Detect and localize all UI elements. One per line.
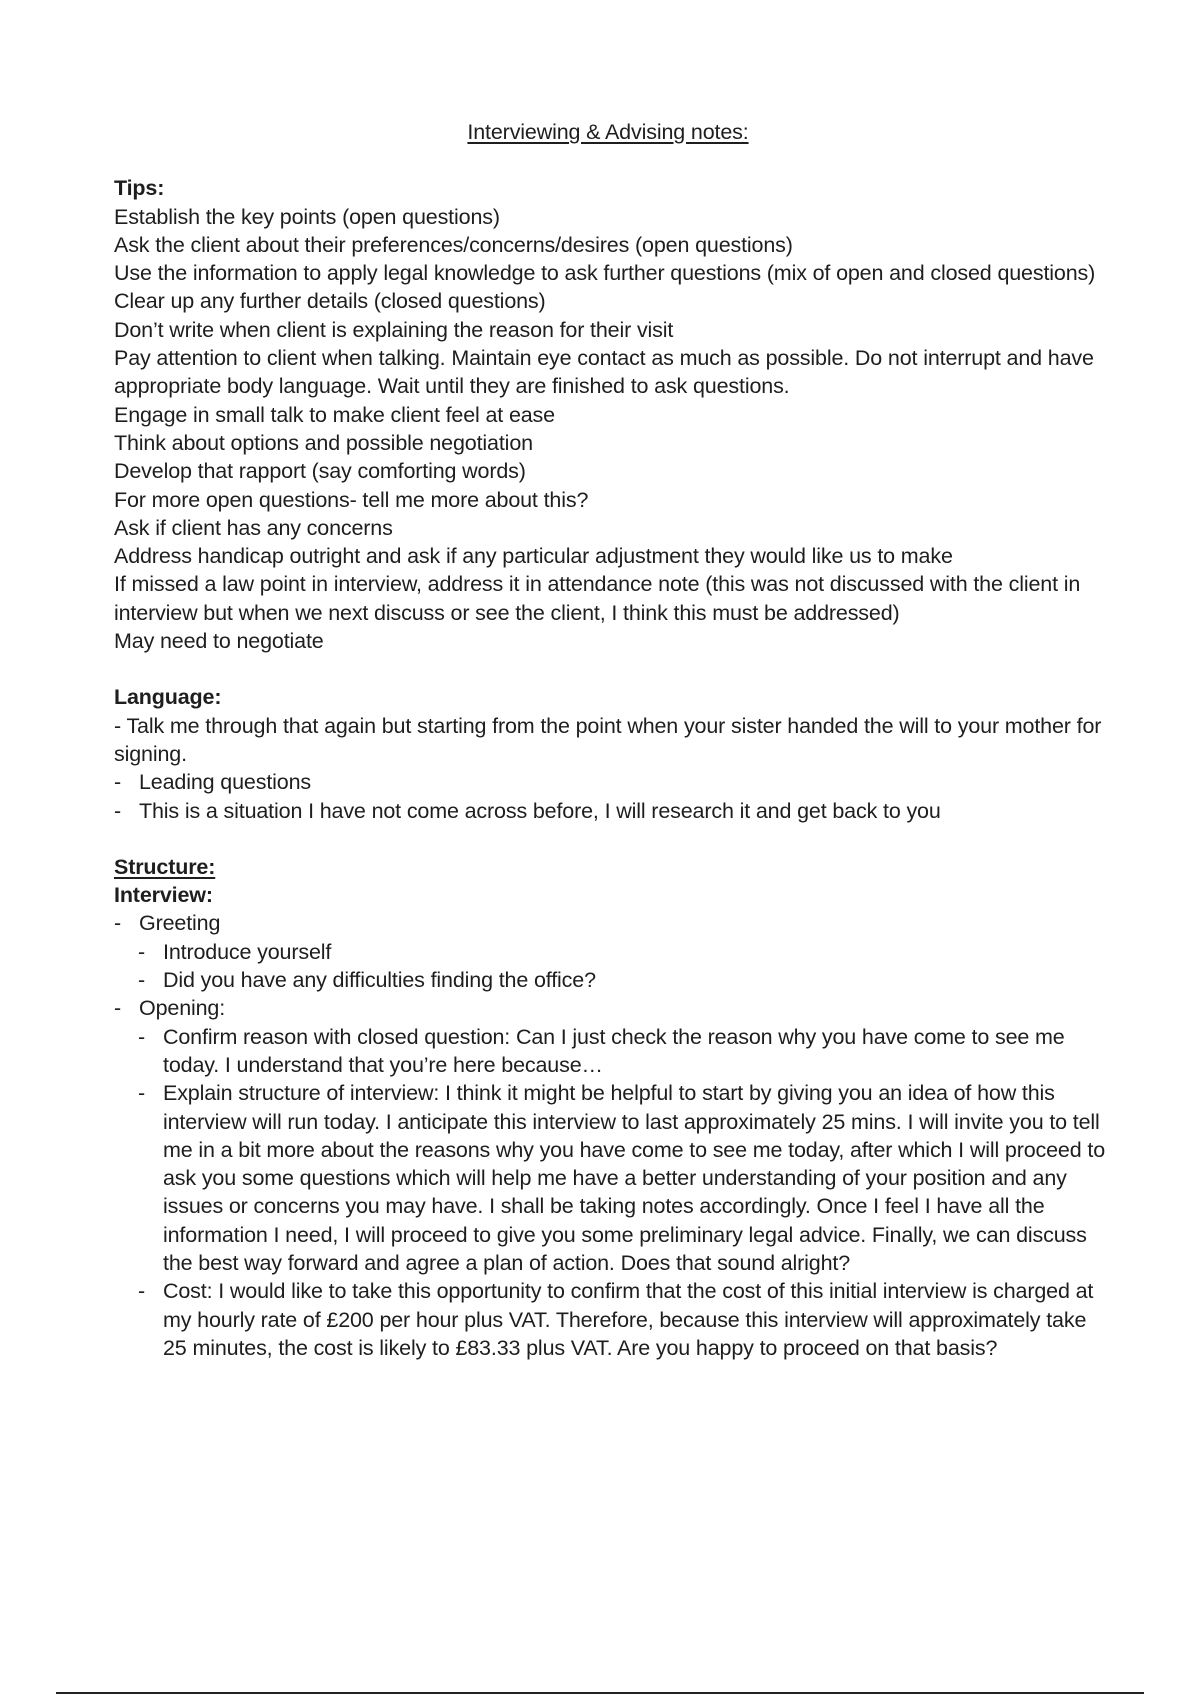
tip-line: For more open questions- tell me more about this? <box>114 487 589 512</box>
greeting-item <box>114 909 1114 937</box>
document-page <box>114 118 1114 1390</box>
opening-subitem: - Confirm reason with closed question: Can I just check the reason why you have come to see me today. I understand that you’re here because… <box>114 1023 1114 1080</box>
tip-line: Don’t write when client is explaining the reason for their visit <box>114 317 674 342</box>
structure-heading: Structure: <box>114 854 216 879</box>
tip-line: Address handicap outright and ask if any particular adjustment they would like us to make <box>114 544 953 569</box>
tip-line: May need to negotiate <box>114 629 324 654</box>
greeting-sublist <box>114 938 1114 995</box>
language-section <box>114 683 1114 824</box>
greeting-subitem: - Did you have any difficulties finding the office? <box>114 966 1114 994</box>
language-list <box>114 768 1114 825</box>
tip-line: Engage in small talk to make client feel at ease <box>114 402 555 427</box>
language-item: - This is a situation I have not come across before, I will research it and get back to you <box>114 797 1114 825</box>
opening-subitem: - Cost: I would like to take this opportunity to confirm that the cost of this initial interview is charged at my hourly rate of £200 per hour plus VAT. Therefore, because this interview will approximately take 25 minutes, the cost is likely to £83.33 plus VAT. Are you happy to proceed on that basis? <box>114 1277 1114 1362</box>
opening-label: Opening: <box>139 996 226 1021</box>
interview-list <box>114 909 1114 937</box>
language-heading: Language: <box>114 685 222 710</box>
greeting-subitem: - Introduce yourself <box>114 938 1114 966</box>
tip-line: Ask the client about their preferences/concerns/desires (open questions) <box>114 232 793 257</box>
document-title: Interviewing & Advising notes: <box>467 120 749 144</box>
language-item: - Leading questions <box>114 768 1114 796</box>
footer-rule <box>56 1692 1144 1694</box>
tip-line: Establish the key points (open questions) <box>114 204 500 229</box>
tip-line: Develop that rapport (say comforting words) <box>114 459 526 484</box>
tip-line: Ask if client has any concerns <box>114 515 393 540</box>
tip-line: Use the information to apply legal knowledge to ask further questions (mix of open and closed questions) <box>114 261 1096 286</box>
structure-section <box>114 853 1114 1362</box>
tip-line: Think about options and possible negotiation <box>114 430 533 455</box>
interview-list-opening <box>114 994 1114 1022</box>
language-line: - Talk me through that again but starting from the point when your sister handed the will to your mother for signing. <box>114 713 1102 766</box>
tips-heading: Tips: <box>114 176 165 201</box>
opening-item <box>114 994 1114 1022</box>
opening-sublist <box>114 1023 1114 1363</box>
tip-line: Pay attention to client when talking. Maintain eye contact as much as possible. Do not interrupt and have appropriate body language. Wait until they are finished to ask questions. <box>114 346 1094 399</box>
tips-section <box>114 174 1114 655</box>
interview-subheading: Interview: <box>114 883 213 908</box>
opening-subitem: - Explain structure of interview: I think it might be helpful to start by giving you an idea of how this interview will run today. I anticipate this interview to last approximately 25 mins. I will invite you to tell me in a bit more about the reasons why you have come to see me today, after which I will proceed to ask you some questions which will help me have a better understanding of your position and any issues or concerns you may have. I shall be taking notes accordingly. Once I feel I have all the information I need, I will proceed to give you some preliminary legal advice. Finally, we can discuss the best way forward and agree a plan of action. Does that sound alright? <box>114 1079 1114 1277</box>
tip-line: If missed a law point in interview, address it in attendance note (this was not discussed with the client in interview but when we next discuss or see the client, I think this must be addressed) <box>114 572 1081 625</box>
tip-line: Clear up any further details (closed questions) <box>114 289 546 314</box>
greeting-label: Greeting <box>139 911 221 936</box>
